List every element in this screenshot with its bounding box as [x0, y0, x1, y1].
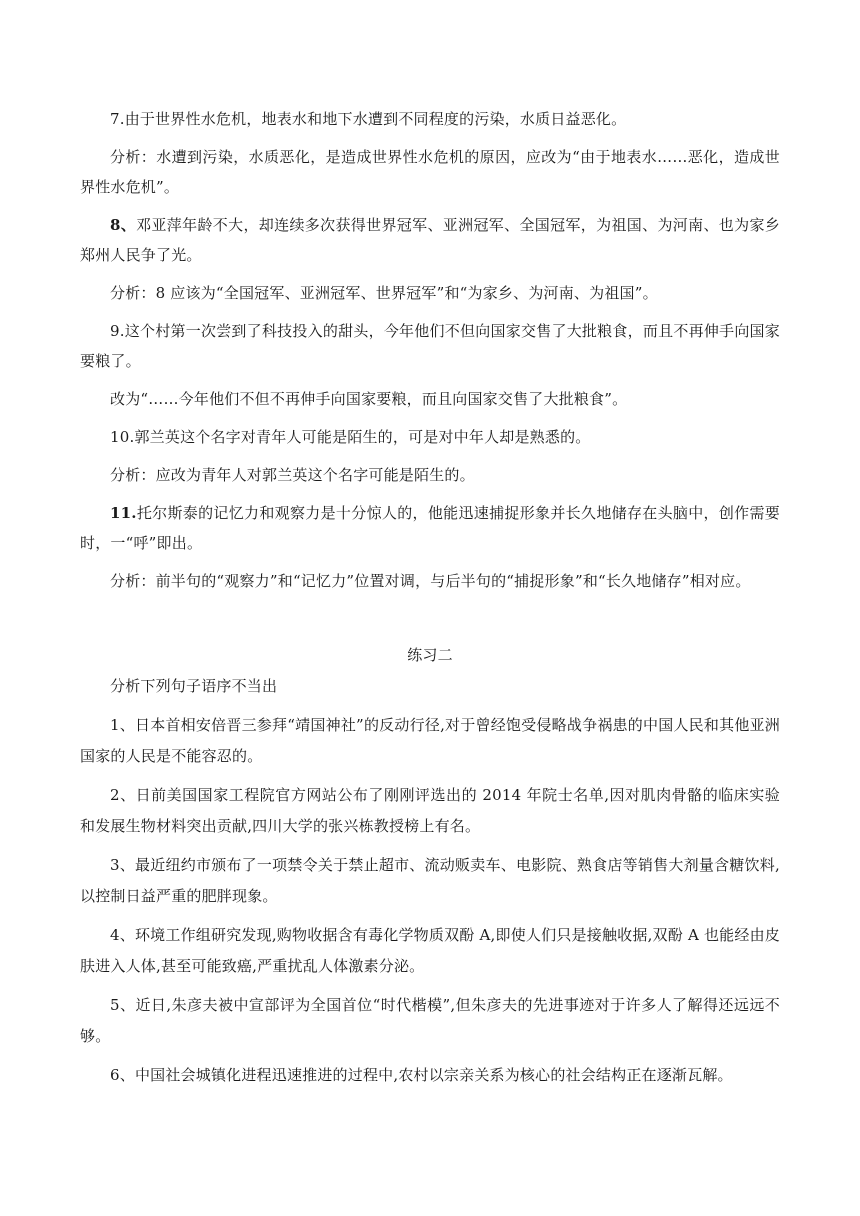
section-title: 练习二: [407, 646, 453, 664]
exercise-item-3: 3、最近纽约市颁布了一项禁令关于禁止超市、流动贩卖车、电影院、熟食店等销售大剂量含糖饮料,以控制日益严重的肥胖现象。: [80, 856, 780, 905]
analysis-7: 分析：水遭到污染，水质恶化，是造成世界性水危机的原因，应改为“由于地表水……恶化，造成世界性水危机”。: [80, 148, 780, 196]
section-1: [80, 104, 780, 596]
document-content: [80, 104, 780, 1091]
analysis-9: 改为“……今年他们不但不再伸手向国家要粮，而且向国家交售了大批粮食”。: [110, 390, 628, 408]
question-number: 10.: [110, 428, 135, 446]
exercise-item-6: 6、中国社会城镇化进程迅速推进的过程中,农村以宗亲关系为核心的社会结构正在逐渐瓦解。: [110, 1066, 733, 1084]
question-text: 邓亚萍年龄不大，却连续多次获得世界冠军、亚洲冠军、全国冠军，为祖国、为河南、也为家乡郑州人民争了光。: [80, 216, 780, 264]
question-11: [80, 498, 780, 558]
question-10: [80, 422, 780, 452]
exercise-item-2: 2、日前美国国家工程院官方网站公布了刚刚评选出的 2014 年院士名单,因对肌肉骨骼的临床实验和发展生物材料突出贡献,四川大学的张兴栋教授榜上有名。: [80, 786, 780, 835]
question-text: 这个村第一次尝到了科技投入的甜头，今年他们不但向国家交售了大批粮食，而且不再伸手向国家要粮了。: [80, 322, 780, 370]
analysis-8: 分析：8 应该为“全国冠军、亚洲冠军、世界冠军”和“为家乡、为河南、为祖国”。: [110, 284, 658, 302]
question-9: [80, 316, 780, 376]
analysis-10: 分析：应改为青年人对郭兰英这个名字可能是陌生的。: [110, 466, 475, 484]
analysis-11: 分析：前半句的“观察力”和“记忆力”位置对调，与后半句的“捕捉形象”和“长久地储存”相对应。: [110, 572, 751, 590]
exercise-item-4: 4、环境工作组研究发现,购物收据含有毒化学物质双酚 A,即使人们只是接触收据,双酚 A 也能经由皮肤进入人体,甚至可能致癌,严重扰乱人体激素分泌。: [80, 926, 780, 975]
section-instruction: 分析下列句子语序不当出: [110, 677, 278, 695]
exercise-item-1: 1、日本首相安倍晋三参拜“靖国神社”的反动行径,对于曾经饱受侵略战争祸患的中国人民和其他亚洲国家的人民是不能容忍的。: [80, 716, 780, 765]
question-text: 托尔斯泰的记忆力和观察力是十分惊人的，他能迅速捕捉形象并长久地储存在头脑中，创作需要时，一“呼”即出。: [80, 504, 780, 552]
question-7: [80, 104, 780, 134]
question-number: 9.: [110, 322, 125, 340]
question-text: 郭兰英这个名字对青年人可能是陌生的，可是对中年人却是熟悉的。: [134, 428, 591, 446]
section-2: [80, 640, 780, 1091]
question-text: 由于世界性水危机，地表水和地下水遭到不同程度的污染，水质日益恶化。: [124, 110, 627, 128]
exercise-item-5: 5、近日,朱彦夫被中宣部评为全国首位“时代楷模”,但朱彦夫的先进事迹对于许多人了解得还远远不够。: [80, 996, 780, 1045]
question-number: 8、: [110, 216, 137, 234]
question-number: 11.: [110, 504, 137, 522]
question-8: [80, 210, 780, 270]
question-number: 7.: [110, 110, 125, 128]
